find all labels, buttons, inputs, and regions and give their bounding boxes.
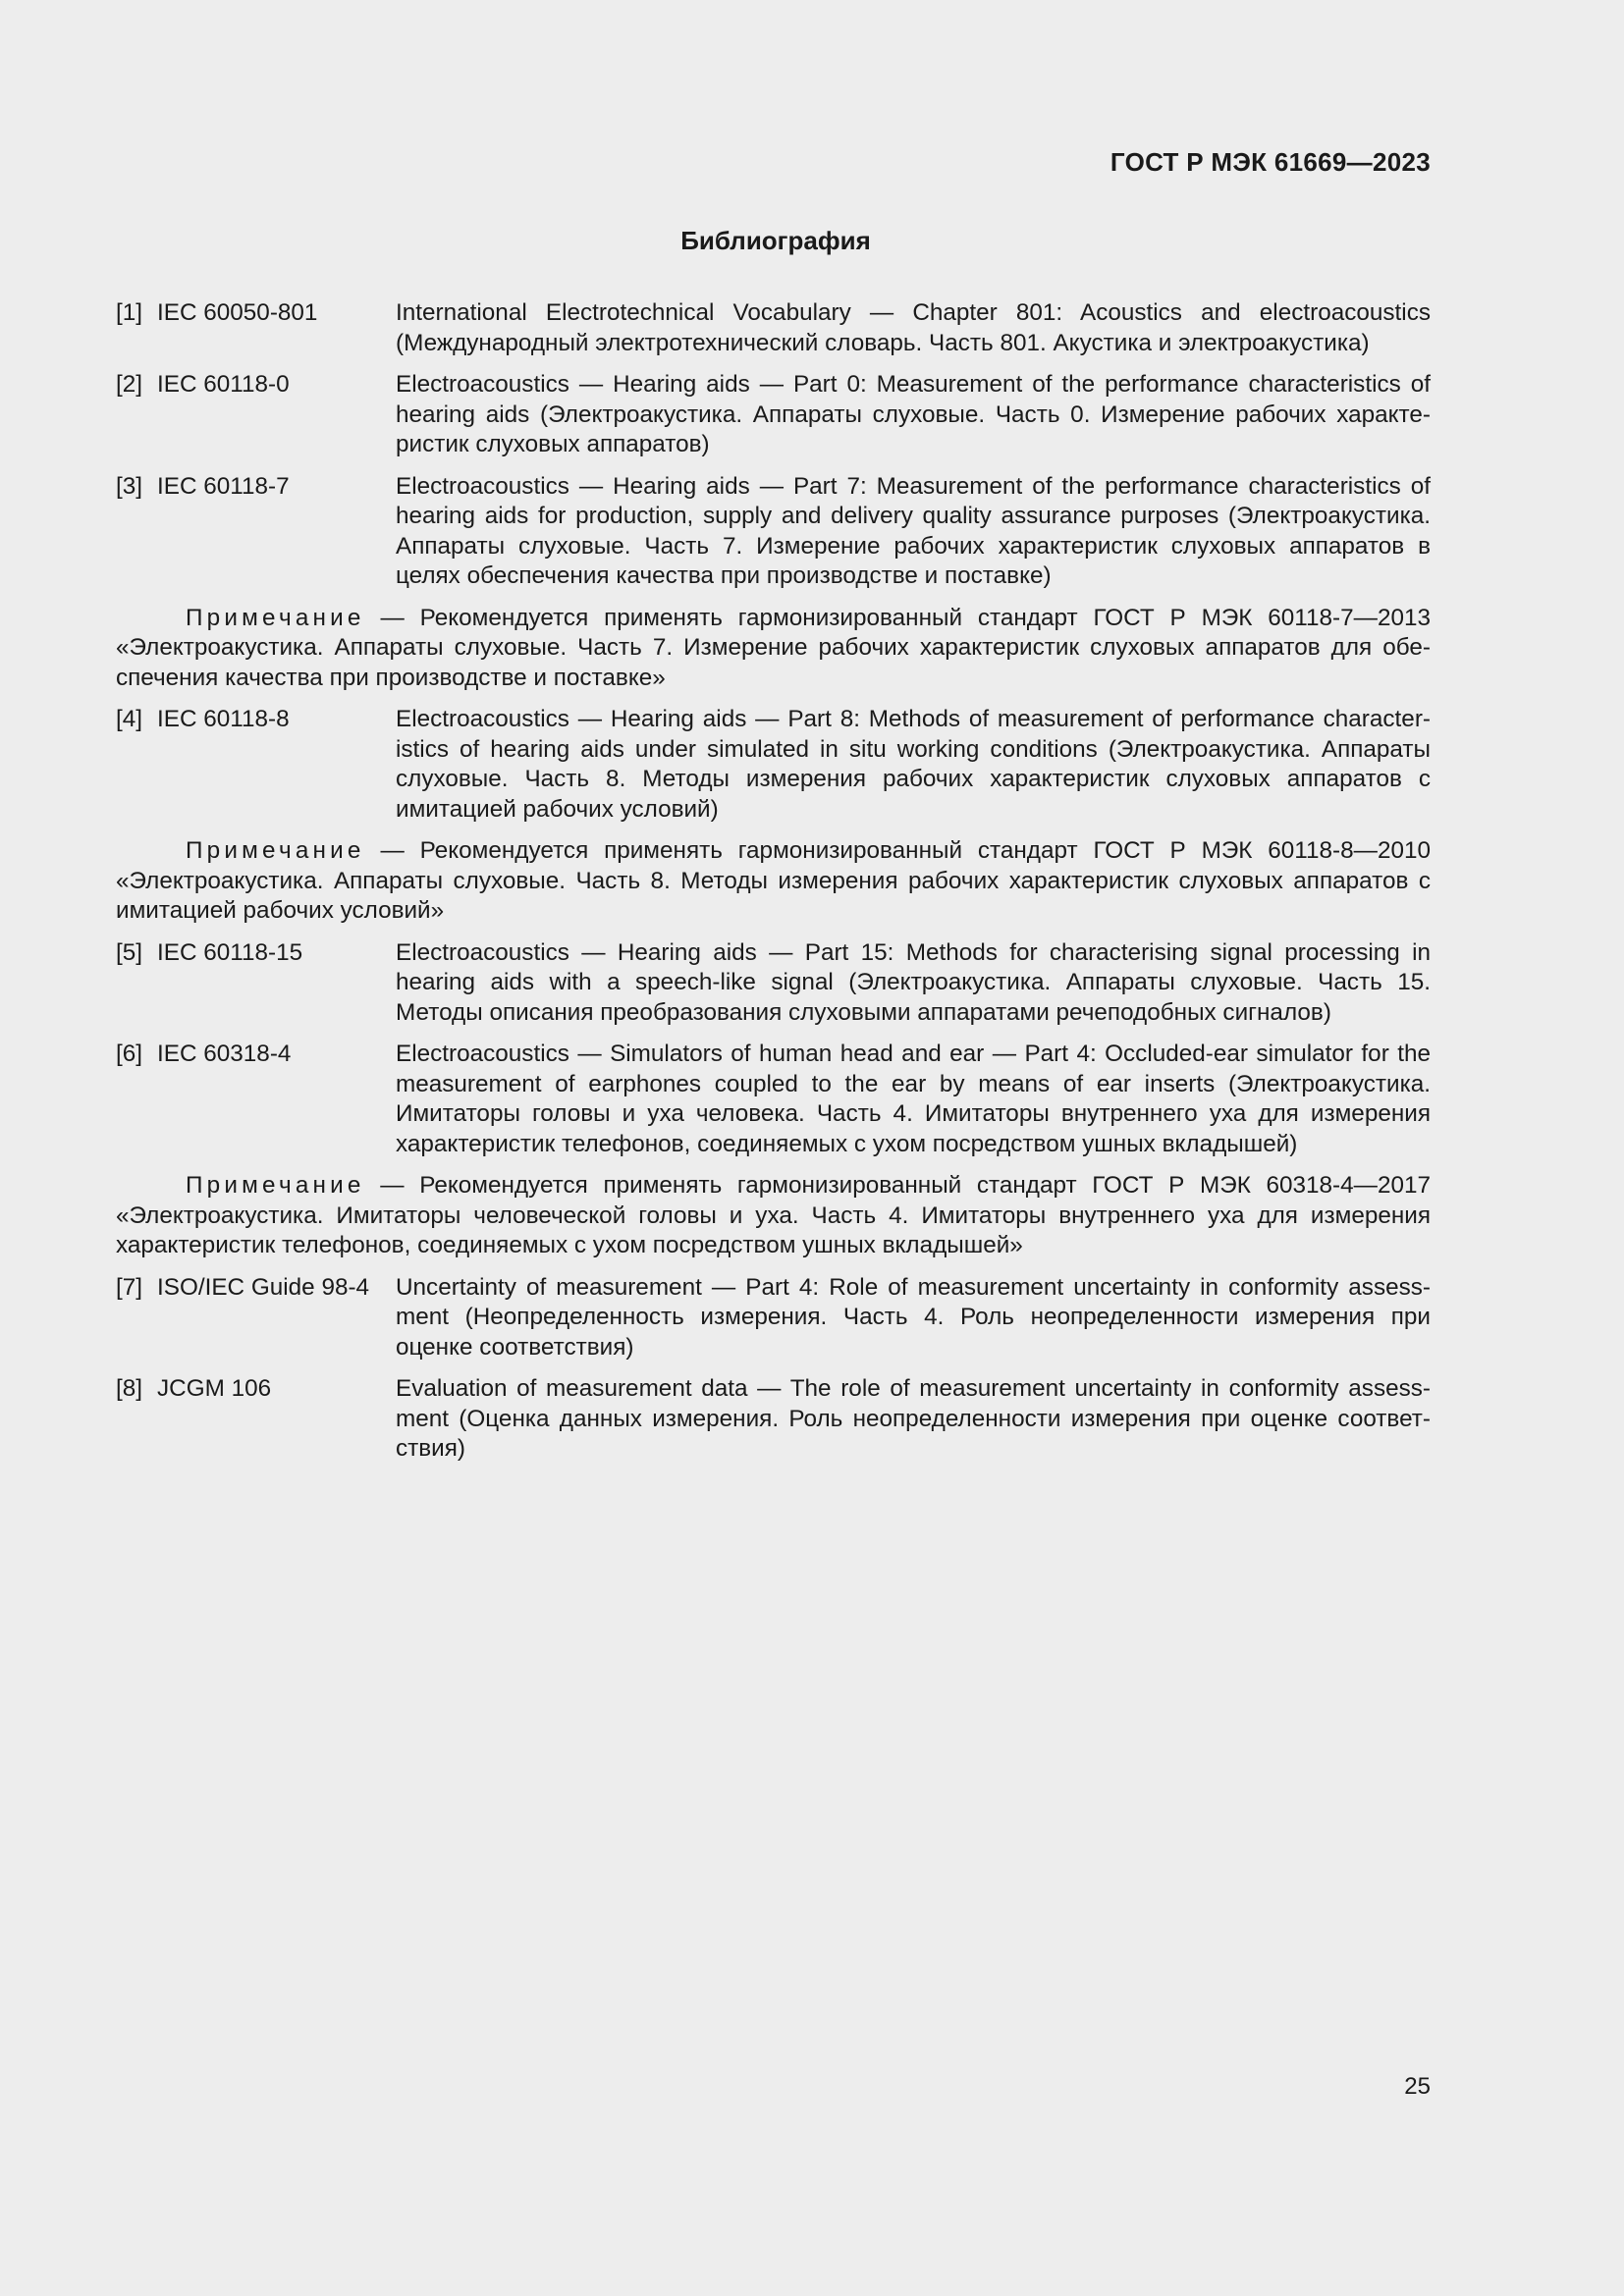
bibliography-entry xyxy=(116,370,1431,460)
bibliography-entry xyxy=(116,1374,1431,1465)
entry-number: [6] xyxy=(116,1041,143,1067)
entry-code: ISO/IEC Guide 98-4 xyxy=(157,1273,370,1301)
entry-description: International Electrotechnical Vocabulary — Chapter 801: Acoustics and electroacoustics (Международный электротехнический словарь. Часть 801. Акустика и электроакустика) xyxy=(396,299,1431,356)
bibliography-entry xyxy=(116,1040,1431,1159)
note-paragraph xyxy=(116,604,1431,694)
entry-code: IEC 60118-8 xyxy=(157,706,290,732)
note-text: — Рекомендуется применять гармонизированный стандарт ГОСТ Р МЭК 60118-8—2010 «Электроакустика. Аппараты слуховые. Часть 8. Методы измерения рабочих характеристик слуховых аппаратов с имитацией рабочих условий» xyxy=(116,837,1431,924)
entry-code: JCGM 106 xyxy=(157,1375,272,1402)
entry-code: IEC 60118-7 xyxy=(157,472,290,500)
entry-description: Evaluation of measurement data — The role of measurement uncertainty in conformity assessment (Оценка данных измерения. Роль неопределенности измерения при оценке соответствия) xyxy=(396,1375,1431,1462)
bibliography-entry xyxy=(116,472,1431,592)
note-paragraph xyxy=(116,1171,1431,1261)
entry-description: Electroacoustics — Hearing aids — Part 15: Methods for characterising signal processing in hearing aids with a speech-like signal (Электроакустика. Аппараты слуховые. Часть 15. Методы описания преобразования слуховыми аппаратами речеподобных сигналов) xyxy=(396,938,1431,1026)
entry-number: [2] xyxy=(116,371,143,398)
bibliography-entry xyxy=(116,1273,1431,1363)
bibliography-entry xyxy=(116,298,1431,358)
note-label: Примечание xyxy=(186,1172,365,1199)
note-label: Примечание xyxy=(186,837,365,864)
entry-description: Uncertainty of measurement — Part 4: Role of measurement uncertainty in conformity assessment (Неопределенность измерения. Часть 4. Роль неопределенности измерения при оценке соответствия) xyxy=(396,1273,1431,1361)
entry-code: IEC 60318-4 xyxy=(157,1041,292,1067)
entry-description: Electroacoustics — Hearing aids — Part 7: Measurement of the performance characteristics of hearing aids for production, supply and delivery quality assurance purposes (Электроакустика. Аппараты слуховые. Часть 7. Измерение рабочих характеристик слуховых аппаратов в целях обеспечения качества при производстве и поставке) xyxy=(396,472,1431,589)
entry-number: [4] xyxy=(116,706,143,732)
entry-number: [5] xyxy=(116,938,143,966)
page-title: Библиография xyxy=(680,226,871,255)
note-text: — Рекомендуется применять гармонизированный стандарт ГОСТ Р МЭК 60318-4—2017 «Электроакустика. Имитаторы человеческой головы и уха. Часть 4. Имитаторы внутреннего уха для измерения характеристик телефонов, соединяемых с ухом посредством ушных вкладышей» xyxy=(116,1172,1431,1258)
entry-number: [3] xyxy=(116,472,143,500)
bibliography-list xyxy=(116,298,1431,1476)
entry-description: Electroacoustics — Hearing aids — Part 8: Methods of measurement of performance characteristics of hearing aids under simulated in situ working conditions (Электроакустика. Аппараты слуховые. Часть 8. Методы измерения рабочих характеристик слуховых аппаратов с имитацией рабочих условий) xyxy=(396,706,1431,823)
entry-number: [7] xyxy=(116,1273,143,1301)
page-number: 25 xyxy=(1404,2073,1431,2100)
entry-code: IEC 60118-0 xyxy=(157,371,290,398)
entry-description: Electroacoustics — Simulators of human head and ear — Part 4: Occluded-ear simulator for the measurement of earphones coupled to the ear by means of ear inserts (Электроакустика. Имитаторы головы и уха человека. Часть 4. Имитаторы внутреннего уха для измерения характеристик телефонов, соединяемых с ухом посредством ушных вкладышей) xyxy=(396,1041,1431,1157)
entry-number: [1] xyxy=(116,299,143,326)
bibliography-entry xyxy=(116,705,1431,825)
note-text: — Рекомендуется применять гармонизированный стандарт ГОСТ Р МЭК 60118-7—2013 «Электроакустика. Аппараты слуховые. Часть 7. Измерение рабочих характеристик слуховых аппаратов для обеспечения качества при производстве и поставке» xyxy=(116,604,1431,691)
entry-number: [8] xyxy=(116,1375,143,1402)
note-label: Примечание xyxy=(186,604,365,631)
note-paragraph xyxy=(116,836,1431,927)
standard-header: ГОСТ Р МЭК 61669—2023 xyxy=(1110,147,1431,177)
bibliography-entry xyxy=(116,938,1431,1029)
entry-code: IEC 60050-801 xyxy=(157,299,318,326)
entry-code: IEC 60118-15 xyxy=(157,938,303,966)
entry-description: Electroacoustics — Hearing aids — Part 0: Measurement of the performance characteristics of hearing aids (Электроакустика. Аппараты слуховые. Часть 0. Измерение рабочих характеристик слуховых аппаратов) xyxy=(396,371,1431,457)
